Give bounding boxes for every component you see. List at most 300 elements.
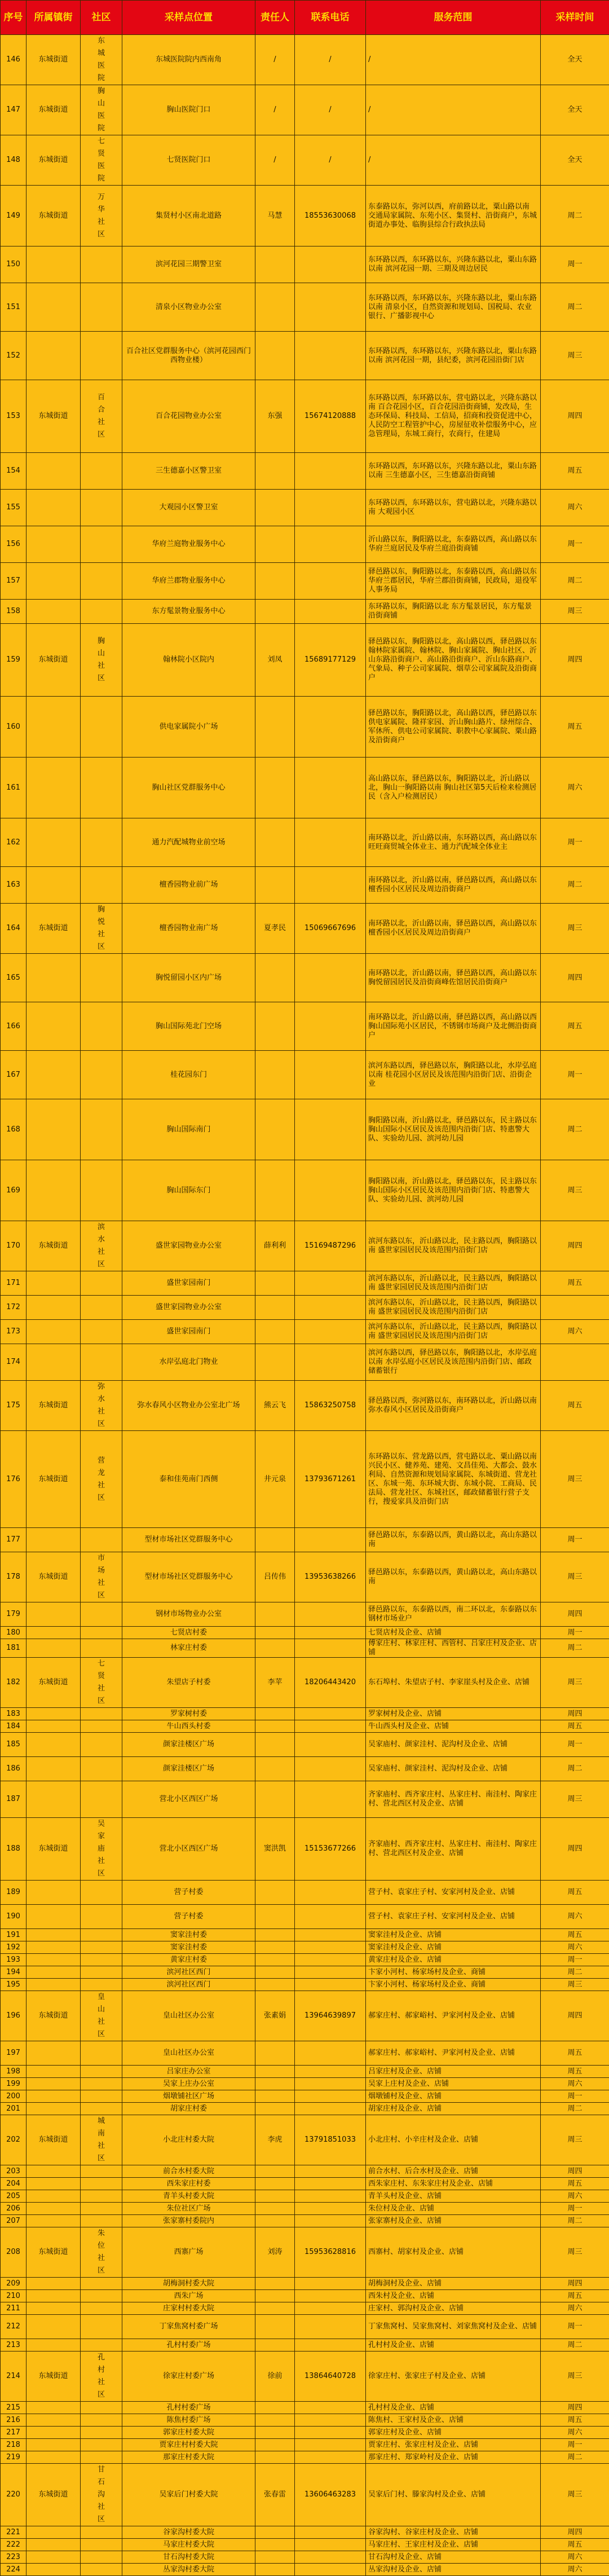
cell-person (255, 2078, 295, 2090)
community-label: 东城医院 (98, 35, 105, 85)
cell-community (81, 1720, 122, 1733)
cell-scope: 南环路以北，沂山路以南，驿邑路以西，高山路以东 檀香园小区居民及周边沿街商户 (366, 867, 541, 904)
cell-person: / (255, 35, 295, 85)
cell-person (255, 332, 295, 380)
cell-site: 东方髦景物业服务中心 (122, 600, 255, 624)
cell-site: 庄家村村委大院 (122, 2302, 255, 2315)
cell-person (255, 2451, 295, 2464)
cell-site: 大观园小区警卫室 (122, 490, 255, 526)
cell-no: 166 (1, 1002, 27, 1051)
cell-phone: / (295, 35, 366, 85)
community-label: 弥水社区 (98, 1381, 105, 1430)
cell-phone (295, 818, 366, 867)
cell-scope: 那家庄村、郑家岭村及企业、店铺 (366, 2451, 541, 2464)
cell-site: 西朱家庄村委 (122, 2178, 255, 2190)
cell-person (255, 2190, 295, 2203)
cell-phone (295, 2551, 366, 2564)
cell-phone: / (295, 135, 366, 186)
cell-site: 盛世家园南门 (122, 1271, 255, 1296)
cell-street (27, 490, 81, 526)
table-row (1, 2290, 609, 2302)
cell-community (81, 2115, 122, 2165)
cell-person (255, 2564, 295, 2576)
cell-no: 211 (1, 2302, 27, 2315)
cell-site: 三生德嘉小区警卫室 (122, 453, 255, 490)
cell-scope: 郭家庄村及企业、店铺 (366, 2427, 541, 2439)
cell-time: 周一 (541, 1051, 609, 1099)
cell-phone: 15169487296 (295, 1221, 366, 1271)
table-row (1, 1160, 609, 1221)
cell-person (255, 1954, 295, 1966)
cell-no: 176 (1, 1431, 27, 1528)
cell-no: 156 (1, 526, 27, 563)
cell-community (81, 563, 122, 600)
cell-time: 周一 (541, 2090, 609, 2103)
cell-person (255, 2165, 295, 2178)
cell-phone: 13864640728 (295, 2352, 366, 2402)
cell-person (255, 1602, 295, 1627)
cell-no: 170 (1, 1221, 27, 1271)
cell-no: 165 (1, 954, 27, 1002)
cell-scope: 营子村、袁家庄子村、安家河村及企业、店铺 (366, 1881, 541, 1905)
cell-scope: 东环路以西，东环路以东，兴隆东路以北，粟山东路以南 清泉小区，自然资源和规划局、国税局、农业银行、广播影视中心 (366, 283, 541, 332)
cell-person (255, 1720, 295, 1733)
cell-community (81, 1099, 122, 1160)
cell-site: 吴家后门村委大院 (122, 2464, 255, 2526)
cell-phone (295, 2290, 366, 2302)
cell-scope: 西朱村及企业、店铺 (366, 2290, 541, 2302)
cell-street (27, 2090, 81, 2103)
cell-street (27, 1099, 81, 1160)
cell-site: 营子村委 (122, 1905, 255, 1929)
cell-scope: 东环路以西，东环路以东，营屯路以北，兴隆东路以南 百合花园小区，百合花园沿街商铺，发改局，生态环保局、科技局、工信局，招商和投资促进中心，人民防空工程管护中心，房屋征收补偿服务中心，应急管理局，东城工商行，农商行，住建局 (366, 380, 541, 453)
cell-street (27, 1602, 81, 1627)
cell-phone (295, 2451, 366, 2464)
cell-no: 181 (1, 1639, 27, 1658)
cell-person (255, 2103, 295, 2115)
cell-scope: 营子村、袁家庄子村、安家河村及企业、店铺 (366, 1905, 541, 1929)
cell-person (255, 1002, 295, 1051)
cell-phone (295, 526, 366, 563)
cell-phone (295, 2066, 366, 2078)
cell-no: 197 (1, 2041, 27, 2066)
cell-time: 周四 (541, 1221, 609, 1271)
table-row (1, 2315, 609, 2339)
cell-community (81, 697, 122, 758)
cell-site: 朱望店子村委 (122, 1658, 255, 1708)
table-row (1, 453, 609, 490)
cell-scope: 滨河东路以西，驿邑路以东，胸阳路以北，水岸弘庭以南 水岸弘庭小区居民及该范围内沿街门店、邮政储蓄银行 (366, 1344, 541, 1381)
cell-street (27, 2339, 81, 2352)
cell-site: 盛世家园南门 (122, 1320, 255, 1344)
cell-person (255, 453, 295, 490)
cell-time: 周二 (541, 2451, 609, 2464)
table-row (1, 2078, 609, 2090)
cell-phone: 15863250758 (295, 1381, 366, 1431)
cell-time (541, 1296, 609, 1320)
cell-scope: 前合水村、后合水村及企业、店铺 (366, 2165, 541, 2178)
table-row (1, 526, 609, 563)
cell-person (255, 1051, 295, 1099)
cell-no: 200 (1, 2090, 27, 2103)
cell-no: 149 (1, 186, 27, 246)
cell-community (81, 2165, 122, 2178)
cell-phone (295, 2339, 366, 2352)
cell-community (81, 2315, 122, 2339)
cell-no: 196 (1, 1991, 27, 2041)
cell-phone (295, 1929, 366, 1941)
community-label: 百合社区 (98, 391, 105, 441)
cell-site: 清泉小区物业办公室 (122, 283, 255, 332)
table-row (1, 2190, 609, 2203)
cell-scope: 朱位村及企业、店铺 (366, 2203, 541, 2215)
cell-community (81, 186, 122, 246)
cell-phone (295, 453, 366, 490)
table-row (1, 2215, 609, 2227)
cell-time: 周五 (541, 2066, 609, 2078)
cell-phone: / (295, 85, 366, 135)
cell-no: 187 (1, 1781, 27, 1818)
cell-time: 周三 (541, 1552, 609, 1602)
table-row (1, 1271, 609, 1296)
cell-phone (295, 2103, 366, 2115)
cell-site: 胸悦留园小区内广场 (122, 954, 255, 1002)
table-row (1, 1966, 609, 1979)
table-row (1, 2464, 609, 2526)
cell-time: 周三 (541, 332, 609, 380)
cell-scope: 卞家小河村、杨家场村及企业、商铺 (366, 1966, 541, 1979)
cell-no: 180 (1, 1627, 27, 1639)
cell-community (81, 2551, 122, 2564)
table-row (1, 2439, 609, 2451)
table-row (1, 2302, 609, 2315)
cell-phone (295, 283, 366, 332)
cell-street: 东城街道 (27, 1221, 81, 1271)
cell-person: 井元泉 (255, 1431, 295, 1528)
cell-site: 翰林院小区院内 (122, 624, 255, 697)
cell-community (81, 2103, 122, 2115)
table-row (1, 2066, 609, 2078)
cell-phone (295, 1602, 366, 1627)
cell-person (255, 2402, 295, 2414)
cell-community (81, 2041, 122, 2066)
cell-phone (295, 2178, 366, 2190)
cell-street (27, 2402, 81, 2414)
cell-scope: / (366, 35, 541, 85)
table-row (1, 490, 609, 526)
cell-site: 甘石沟村委大院 (122, 2551, 255, 2564)
cell-no: 223 (1, 2551, 27, 2564)
cell-time: 周三 (541, 1658, 609, 1708)
cell-time: 周四 (541, 2526, 609, 2539)
cell-scope: 驿邑路以东，东泰路以西，黄山路以北，高山东路以南 (366, 1528, 541, 1552)
community-label: 胸山医院 (98, 85, 105, 135)
cell-time: 周五 (541, 697, 609, 758)
cell-phone (295, 2526, 366, 2539)
cell-person (255, 490, 295, 526)
cell-time: 周六 (541, 2302, 609, 2315)
table-row (1, 2227, 609, 2278)
cell-person (255, 1781, 295, 1818)
cell-phone: 15674120888 (295, 380, 366, 453)
cell-time (541, 1344, 609, 1381)
community-label: 万华社区 (98, 191, 105, 241)
cell-site: 西寨广场 (122, 2227, 255, 2278)
cell-no: 151 (1, 283, 27, 332)
cell-no: 163 (1, 867, 27, 904)
cell-site: 皇山社区办公室 (122, 1991, 255, 2041)
cell-community (81, 1979, 122, 1991)
table-row (1, 1528, 609, 1552)
cell-no: 152 (1, 332, 27, 380)
cell-street (27, 563, 81, 600)
cell-phone: 15153677266 (295, 1818, 366, 1881)
cell-community (81, 2290, 122, 2302)
cell-person: 刘凤 (255, 624, 295, 697)
cell-no: 178 (1, 1552, 27, 1602)
cell-street: 东城街道 (27, 85, 81, 135)
cell-scope: 窦家洼村及企业、店铺 (366, 1941, 541, 1954)
cell-community (81, 1733, 122, 1757)
cell-phone (295, 1757, 366, 1781)
cell-scope: 卞家小河村、杨家场村及企业、商铺 (366, 1979, 541, 1991)
table-row (1, 818, 609, 867)
table-row (1, 2352, 609, 2402)
cell-person: / (255, 135, 295, 186)
cell-scope: 东环路以东、营龙路以西，营屯路以北、粟山路以南 兴民小区、健养苑、建苑、文昌佳苑、大都会、鼓水利局、自然资源和规划局家属院、东城街道、营龙社区、东城一苑、东环城大街、东城小院、工商局、民法局、营龙社区、东城社区，邮政储蓄银行营子支行，搜爱家具及沿街门店 (366, 1431, 541, 1528)
cell-phone (295, 1639, 366, 1658)
table-row (1, 1658, 609, 1708)
table-row (1, 380, 609, 453)
cell-time: 周三 (541, 1431, 609, 1528)
table-row (1, 697, 609, 758)
cell-phone (295, 1320, 366, 1344)
cell-site: 钢材市场物业办公室 (122, 1602, 255, 1627)
cell-no: 195 (1, 1979, 27, 1991)
cell-no: 153 (1, 380, 27, 453)
cell-scope: 驿邑路以东，胸阳路以北，高山路以西，驿邑路以东 供电家属院、隆祥家园、沂山胸山路片、绿州综合、军休所、供电公司家属院、职教中心家属院、粟山路及沿街商户 (366, 697, 541, 758)
cell-community (81, 246, 122, 283)
cell-site: 集贤村小区南北道路 (122, 186, 255, 246)
cell-site: 贾家庄村村委大院 (122, 2439, 255, 2451)
cell-scope: 南环路以北，沂山路以南，驿邑路以西，高山路以西 胸山国际苑小区居民，不锈钢市场商户及北侧沿街商户 (366, 1002, 541, 1051)
cell-street (27, 2290, 81, 2302)
table-row (1, 1381, 609, 1431)
table-row (1, 1639, 609, 1658)
cell-site: 七贤店村委 (122, 1627, 255, 1639)
cell-person: 夏孝民 (255, 904, 295, 954)
cell-time: 周五 (541, 453, 609, 490)
cell-street (27, 2203, 81, 2215)
cell-community (81, 490, 122, 526)
cell-time: 周一 (541, 2439, 609, 2451)
cell-person (255, 2302, 295, 2315)
cell-person (255, 2178, 295, 2190)
cell-person (255, 2278, 295, 2290)
cell-site: 胸山社区党群服务中心 (122, 758, 255, 818)
cell-person (255, 526, 295, 563)
cell-site: 滨河花园三期警卫室 (122, 246, 255, 283)
cell-no: 150 (1, 246, 27, 283)
cell-no: 175 (1, 1381, 27, 1431)
cell-person: 李苹 (255, 1658, 295, 1708)
table-row (1, 85, 609, 135)
cell-time: 周四 (541, 2278, 609, 2290)
cell-no: 169 (1, 1160, 27, 1221)
table-row (1, 1431, 609, 1528)
table-row (1, 2165, 609, 2178)
cell-time: 全天 (541, 85, 609, 135)
cell-scope: 贾家庄村、张家庄村及企业、店铺 (366, 2439, 541, 2451)
table-row (1, 2539, 609, 2551)
cell-scope: 南环路以北，沂山路以南，驿邑路以西，高山路以东 檀香园小区居民及周边沿街商户 (366, 904, 541, 954)
cell-scope: 谷家沟村、谷家庄村及企业、店铺 (366, 2526, 541, 2539)
cell-no: 194 (1, 1966, 27, 1979)
cell-street (27, 2165, 81, 2178)
cell-person (255, 1941, 295, 1954)
cell-time: 周一 (541, 1733, 609, 1757)
cell-scope: 南环路以北，沂山路以南，驿邑路以西，高山路以东 胸悦留园居民及沿街商峰佐馆居民沿街商户 (366, 954, 541, 1002)
cell-site: 颜家洼楼区广场 (122, 1733, 255, 1757)
cell-time: 周五 (541, 1002, 609, 1051)
cell-site: 供电家属院小广场 (122, 697, 255, 758)
cell-scope: 庄家村、郭沟村及企业、店铺 (366, 2302, 541, 2315)
cell-street (27, 2278, 81, 2290)
cell-street (27, 2215, 81, 2227)
cell-street: 东城街道 (27, 2464, 81, 2526)
cell-site: 前合水村委大院 (122, 2165, 255, 2178)
cell-phone (295, 867, 366, 904)
cell-street: 东城街道 (27, 186, 81, 246)
table-row (1, 1881, 609, 1905)
cell-no: 210 (1, 2290, 27, 2302)
cell-site: 烟墩铺社区广场 (122, 2090, 255, 2103)
cell-scope: 滨河东路以东，沂山路以北，民主路以西，胸阳路以南 盛世家园居民及该范围内沿街门店 (366, 1296, 541, 1320)
cell-scope: 陈焦村、王家村及企业、店铺 (366, 2414, 541, 2427)
table-row (1, 2414, 609, 2427)
cell-scope: 滨河东路以东，沂山路以北，民主路以西，胸阳路以南 盛世家园居民及该范围内沿街门店 (366, 1320, 541, 1344)
cell-phone (295, 954, 366, 1002)
cell-time: 周三 (541, 2227, 609, 2278)
cell-street: 东城街道 (27, 2352, 81, 2402)
cell-time: 周二 (541, 2339, 609, 2352)
cell-no: 162 (1, 818, 27, 867)
cell-scope: 东环路以东，胸阳路以北 东方髦景居民，东方髦景沿街商铺 (366, 600, 541, 624)
cell-street (27, 1929, 81, 1941)
community-label: 市场社区 (98, 1552, 105, 1602)
cell-site: 营北小区西区广场 (122, 1818, 255, 1881)
cell-person: 刘涛 (255, 2227, 295, 2278)
cell-person (255, 1296, 295, 1320)
cell-no: 185 (1, 1733, 27, 1757)
cell-street (27, 2439, 81, 2451)
cell-person (255, 2066, 295, 2078)
cell-scope: 黄家庄村及企业、店铺 (366, 1954, 541, 1966)
cell-time: 周二 (541, 1966, 609, 1979)
cell-person (255, 2439, 295, 2451)
cell-person: 徐前 (255, 2352, 295, 2402)
cell-time: 周三 (541, 2464, 609, 2526)
table-row (1, 2178, 609, 2190)
cell-time: 周二 (541, 1099, 609, 1160)
cell-no: 146 (1, 35, 27, 85)
cell-time: 周六 (541, 2551, 609, 2564)
cell-no: 190 (1, 1905, 27, 1929)
cell-phone (295, 697, 366, 758)
cell-time: 周一 (541, 1528, 609, 1552)
cell-no: 160 (1, 697, 27, 758)
community-label: 营龙社区 (98, 1455, 105, 1504)
cell-phone (295, 600, 366, 624)
cell-no: 174 (1, 1344, 27, 1381)
cell-time: 周二 (541, 1757, 609, 1781)
cell-scope: 罗家树村及企业、店铺 (366, 1708, 541, 1720)
cell-community (81, 600, 122, 624)
cell-street (27, 2066, 81, 2078)
cell-time: 周六 (541, 758, 609, 818)
cell-phone (295, 1966, 366, 1979)
cell-time: 周二 (541, 563, 609, 600)
cell-site: 弥水春风小区物业办公室北广场 (122, 1381, 255, 1431)
cell-no: 192 (1, 1941, 27, 1954)
table-row (1, 2526, 609, 2539)
cell-site: 颜家洼楼区广场 (122, 1757, 255, 1781)
cell-scope: 吴家后门村、滕家沟村及企业、店铺 (366, 2464, 541, 2526)
cell-no: 171 (1, 1271, 27, 1296)
cell-no: 203 (1, 2165, 27, 2178)
cell-phone (295, 2078, 366, 2090)
cell-site: 青羊头村委大院 (122, 2190, 255, 2203)
cell-street (27, 1905, 81, 1929)
cell-time: 周四 (541, 2402, 609, 2414)
table-row (1, 1221, 609, 1271)
cell-site: 营子村委 (122, 1881, 255, 1905)
cell-scope: 丁家焦窝村、吴家焦窝村、刘家焦窝村及企业、店铺 (366, 2315, 541, 2339)
cell-site: 丛家沟村委大院 (122, 2564, 255, 2576)
cell-site: 孔村村委广场 (122, 2339, 255, 2352)
cell-scope: 马家庄村、王家庄村及企业、店铺 (366, 2539, 541, 2551)
table-row (1, 246, 609, 283)
cell-community (81, 453, 122, 490)
community-label: 朱位社区 (98, 2227, 105, 2277)
cell-street (27, 2041, 81, 2066)
cell-street (27, 1639, 81, 1658)
cell-phone (295, 758, 366, 818)
cell-scope: 胡家庄村及企业、店铺 (366, 2103, 541, 2115)
cell-person (255, 954, 295, 1002)
cell-community (81, 1431, 122, 1528)
table-row (1, 1627, 609, 1639)
community-label: 吴家庙社区 (98, 1818, 105, 1880)
cell-site: 马家庄村委大院 (122, 2539, 255, 2551)
cell-street: 东城街道 (27, 1818, 81, 1881)
cell-community (81, 2227, 122, 2278)
community-label: 甘石沟社区 (98, 2464, 105, 2526)
cell-site: 丁家焦窝村委广场 (122, 2315, 255, 2339)
cell-person (255, 1966, 295, 1979)
cell-no: 188 (1, 1818, 27, 1881)
cell-phone (295, 2302, 366, 2315)
cell-community (81, 1954, 122, 1966)
cell-time: 周五 (541, 1381, 609, 1431)
cell-time: 周三 (541, 1979, 609, 1991)
cell-community (81, 954, 122, 1002)
community-label: 孔村社区 (98, 2352, 105, 2401)
cell-phone (295, 2203, 366, 2215)
cell-no: 183 (1, 1708, 27, 1720)
cell-time: 周三 (541, 1160, 609, 1221)
cell-no: 222 (1, 2539, 27, 2551)
